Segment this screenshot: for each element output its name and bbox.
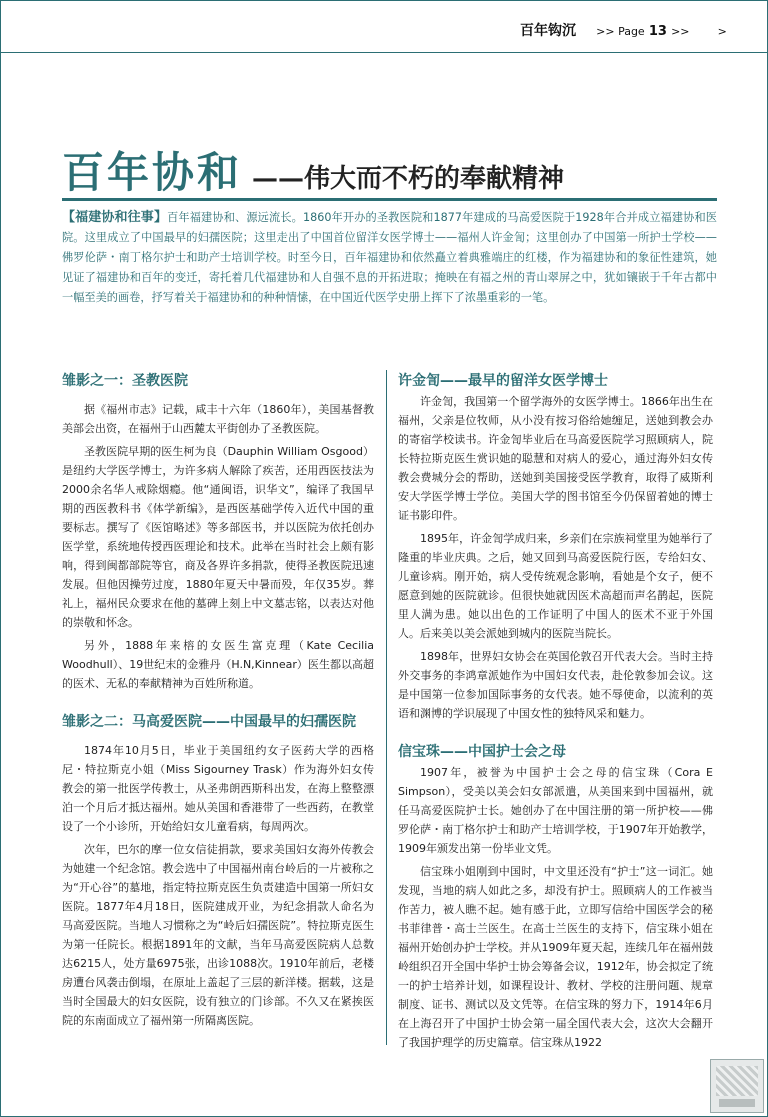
section-title: 信宝珠——中国护士会之母 — [398, 744, 566, 760]
corner-emblem — [710, 1059, 764, 1113]
header-rule — [0, 52, 768, 53]
title-subtitle: ——伟大而不朽的奉献精神 — [252, 164, 565, 194]
emblem-base — [719, 1099, 755, 1107]
page-prefix: >> Page — [596, 25, 645, 38]
intro-text: 百年福建协和、源远流长。1860年开办的圣教医院和1877年建成的马高爱医院于1928年合并成立福建协和医院。这里成立了中国最早的妇孺医院；这里走出了中国首位留洋女医学博士——福州人许金訇；这里创办了中国第一所护士学校——佛罗伦萨・南丁格尔护士和助产士培训学校。时至今日，百年福建协和依然矗立着典雅端庄的红楼，作为福建协和的象征性建筑，她见证了福建协和百年的变迁，寄托着几代福建协和人自强不息的开拓进取；掩映在有福之州的青山翠屏之中，犹如镶嵌于千年古都中一幅至美的画卷，抒写着关于福建协和的种种情愫，在中国近代医学史册上挥下了浓墨重彩的一笔。 — [62, 211, 717, 304]
paragraph: 据《福州市志》记载，咸丰十六年（1860年），美国基督教美部会出资，在福州于山西麓太平街创办了圣教医院。 — [62, 403, 374, 435]
left-column — [62, 370, 374, 1034]
section-title: 雏影之一：圣教医院 — [62, 373, 188, 389]
column-divider — [386, 370, 387, 1045]
paragraph: 次年，巴尔的摩一位女信徒捐款，要求美国妇女海外传教会为她建一个纪念馆。教会选中了中国福州南台岭后的一片被称之为“开心谷”的墓地，指定特拉斯克医生负责建造中国第一所妇女医院。1877年4月18日，医院建成开业，为纪念捐款人命名为马高爱医院。当地人习惯称之为“岭后妇孺医院”。特拉斯克医生为第一任院长。根据1891年的文献，当年马高爱医院病人总数达6215人，处方量6975张，出诊1088次。1910年前后，老楼房遭台风袭击倒塌，在原址上盖起了三层的新洋楼。据载，这是当时全国最大的妇女医院，设有独立的门诊部。不久又在紧挨医院的东南面成立了福州第一所隔离医院。 — [62, 843, 374, 1027]
paragraph: 圣教医院早期的医生柯为良（Dauphin William Osgood）是纽约大学医学博士，为许多病人解除了疾苦，还用西医技法为2000余名华人戒除烟瘾。他“通闽语，识华文”，编译了我国早期的西医教科书《体学新编》，是西医基础学传入近代中国的重要标志。撰写了《医馆略述》等多部医书，并以医院为依托创办医学堂，系统地传授西医理论和技术。此举在当时社会上颇有影响，得到闽都部院等官，商及各界许多捐款，使得圣教医院迅速发展。但他因操劳过度，1880年夏天中暑而殁，年仅35岁。葬礼上，福州民众要求在他的墓碑上刻上中文墓志铭，以表达对他的崇敬和怀念。 — [62, 445, 374, 629]
spacer — [62, 697, 374, 711]
paragraph: 另外，1888年来榕的女医生富克理（Kate Cecilia Woodhull）、19世纪末的金雅丹（H.N,Kinnear）医生都以高超的医术、无私的奉献精神为百姓所称道。 — [62, 639, 374, 690]
emblem-pattern — [716, 1066, 758, 1096]
article-title — [62, 140, 564, 200]
intro-paragraph — [62, 208, 717, 308]
title-main: 百年协和 — [62, 148, 243, 197]
section-name: 百年钩沉 — [520, 23, 576, 39]
paragraph: 1898年，世界妇女协会在英国伦敦召开代表大会。当时主持外交事务的李鸿章派她作为中国妇女代表，赴伦敦参加会议。这是中国第一位参加国际事务的女代表。她不辱使命，以流利的英语和渊博的学识展现了中国女性的独特风采和魅力。 — [398, 650, 713, 720]
page-number: 13 — [648, 24, 667, 39]
paragraph: 1874年10月5日，毕业于美国纽约女子医药大学的西格尼・特拉斯克小姐（Miss Sigourney Trask）作为海外妇女传教会的第一批医学传教士，从圣弗朗西斯科出发，在海上整整漂泊一个月后才抵达福州。她从美国和香港带了一些西药，在教堂设了一个小诊所，开始给妇女儿童看病，每周两次。 — [62, 744, 374, 833]
paragraph: 信宝珠小姐刚到中国时，中文里还没有“护士”这一词汇。她发现，当地的病人如此之多，却没有护士。照顾病人的工作被当作苦力，被人瞧不起。她有感于此，立即写信给中国医学会的秘书菲律普・高士兰医生。在高士兰医生的支持下，信宝珠小姐在福州开始创办护士学校。并从1909年夏天起，连续几年在福州鼓岭组织召开全国中华护士协会筹备会议，1912年，协会拟定了统一的护士培养计划，如课程设计、教材、学校的注册问题、规章制度、证书、测试以及文凭等。在信宝珠的努力下，1914年6月在上海召开了中国护士协会第一届全国代表大会，这次大会翻开了我国护理学的历史篇章。信宝珠从1922 — [398, 865, 713, 1049]
spacer — [398, 727, 713, 741]
section-title: 雏影之二：马高爱医院——中国最早的妇孺医院 — [62, 714, 356, 730]
paragraph: 1895年，许金訇学成归来，乡亲们在宗族祠堂里为她举行了隆重的毕业庆典。之后，她又回到马高爱医院行医，专给妇女、儿童诊病。刚开始，病人受传统观念影响，看她是个女子，便不愿意到她的医院就诊。但很快她就因医术高超而声名鹊起，医院里人满为患。她以出色的工作证明了中国人的医术不亚于外国人。后来美以美会派她到城内的医院当院长。 — [398, 532, 713, 640]
paragraph: 许金訇，我国第一个留学海外的女医学博士。1866年出生在福州，父亲是位牧师，从小没有按习俗给她缠足，送她到教会办的寄宿学校读书。许金訇毕业后在马高爱医院学习照顾病人，院长特拉斯克医生赏识她的聪慧和对病人的爱心，通过海外妇女传教会费城分会的帮助，送她到美国接受医学教育，取得了威斯利安大学医学博士学位。美国大学的图书馆至今仍保留着她的博士证书影印件。 — [398, 395, 713, 522]
intro-tag: 【福建协和往事】 — [62, 210, 168, 225]
page-suffix: >> — [671, 25, 690, 38]
paragraph: 1907年，被誉为中国护士会之母的信宝珠（Cora E Simpson），受美以美会妇女部派遣，从美国来到中国福州，就任马高爱医院护士长。她创办了在中国注册的第一所护校——佛罗伦萨・南丁格尔护士和助产士培训学校，于1907年开始教学，1909年颁发出第一份毕业文凭。 — [398, 766, 713, 855]
title-rule — [62, 198, 717, 201]
right-column — [398, 370, 713, 1056]
page-header — [520, 20, 727, 40]
section-title: 许金訇——最早的留洋女医学博士 — [398, 373, 608, 389]
next-arrow-icon[interactable]: > — [717, 25, 727, 38]
